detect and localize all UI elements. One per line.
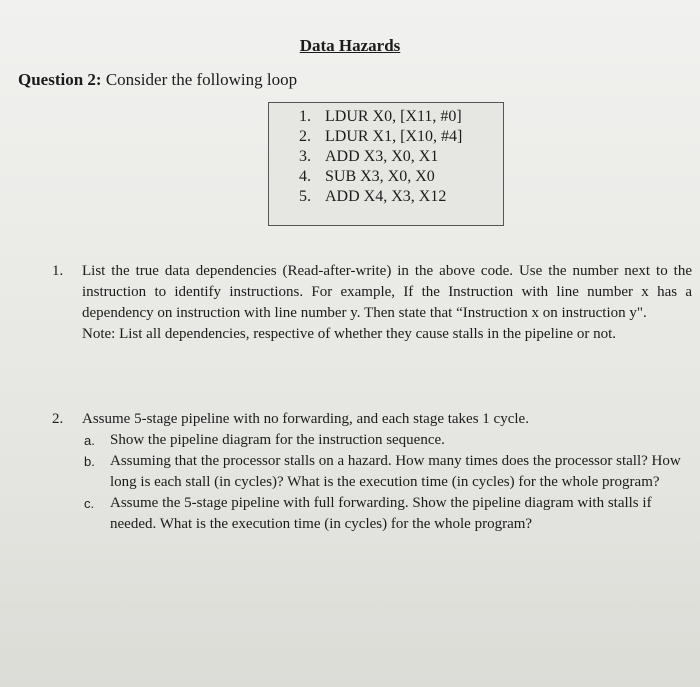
code-line-number: 5. [299, 188, 311, 205]
code-instruction: LDUR X1, [X10, #4] [325, 128, 463, 145]
subtask-text: Assuming that the processor stalls on a hazard. How many times does the processor stall? How long is each stall (in cycles)? What is the execution time (in cycles) for the whole program? [110, 453, 681, 490]
task-item [52, 261, 692, 345]
question-heading [18, 70, 297, 90]
code-line [299, 167, 503, 187]
subtask-text: Assume the 5-stage pipeline with full forwarding. Show the pipeline diagram with stalls if needed. What is the execution time (in cycles) for the whole program? [110, 495, 652, 532]
subtask-a [82, 430, 692, 451]
task-note: Note: List all dependencies, respective of whether they cause stalls in the pipeline or not. [82, 326, 616, 342]
code-instruction: ADD X3, X0, X1 [325, 148, 439, 165]
task-text: List the true data dependencies (Read-after-write) in the above code. Use the number next to the instruction to identify instructions. For example, If the Instruction with line number x has a dependency on instruction with line number y. Then state that “Instruction x on instruction y". [82, 263, 692, 321]
task-item [52, 409, 692, 535]
code-line [299, 147, 503, 167]
subtask-label: a. [84, 433, 95, 448]
subtask-c [82, 493, 692, 535]
subtask-label: b. [84, 454, 95, 469]
task-number: 1. [52, 263, 64, 279]
subtask-label: c. [84, 496, 95, 511]
code-line [299, 127, 503, 147]
task-text: Assume 5-stage pipeline with no forwarding, and each stage takes 1 cycle. [82, 411, 529, 427]
question-text: Consider the following loop [101, 70, 298, 89]
code-line-number: 3. [299, 148, 311, 165]
code-instruction: LDUR X0, [X11, #0] [325, 108, 462, 125]
code-line-number: 1. [299, 108, 311, 125]
code-line-number: 2. [299, 128, 311, 145]
subtask-text: Show the pipeline diagram for the instruction sequence. [110, 432, 445, 448]
code-line-number: 4. [299, 168, 311, 185]
question-label: Question 2: [18, 70, 102, 89]
code-line [299, 187, 503, 207]
code-instruction: ADD X4, X3, X12 [325, 188, 447, 205]
code-instruction: SUB X3, X0, X0 [325, 168, 435, 185]
task-number: 2. [52, 411, 64, 427]
page-title: Data Hazards [299, 36, 401, 55]
task-2 [52, 409, 692, 535]
task-1 [52, 261, 692, 345]
code-line [299, 107, 503, 127]
code-listing-box [268, 102, 504, 226]
subtask-b [82, 451, 692, 493]
